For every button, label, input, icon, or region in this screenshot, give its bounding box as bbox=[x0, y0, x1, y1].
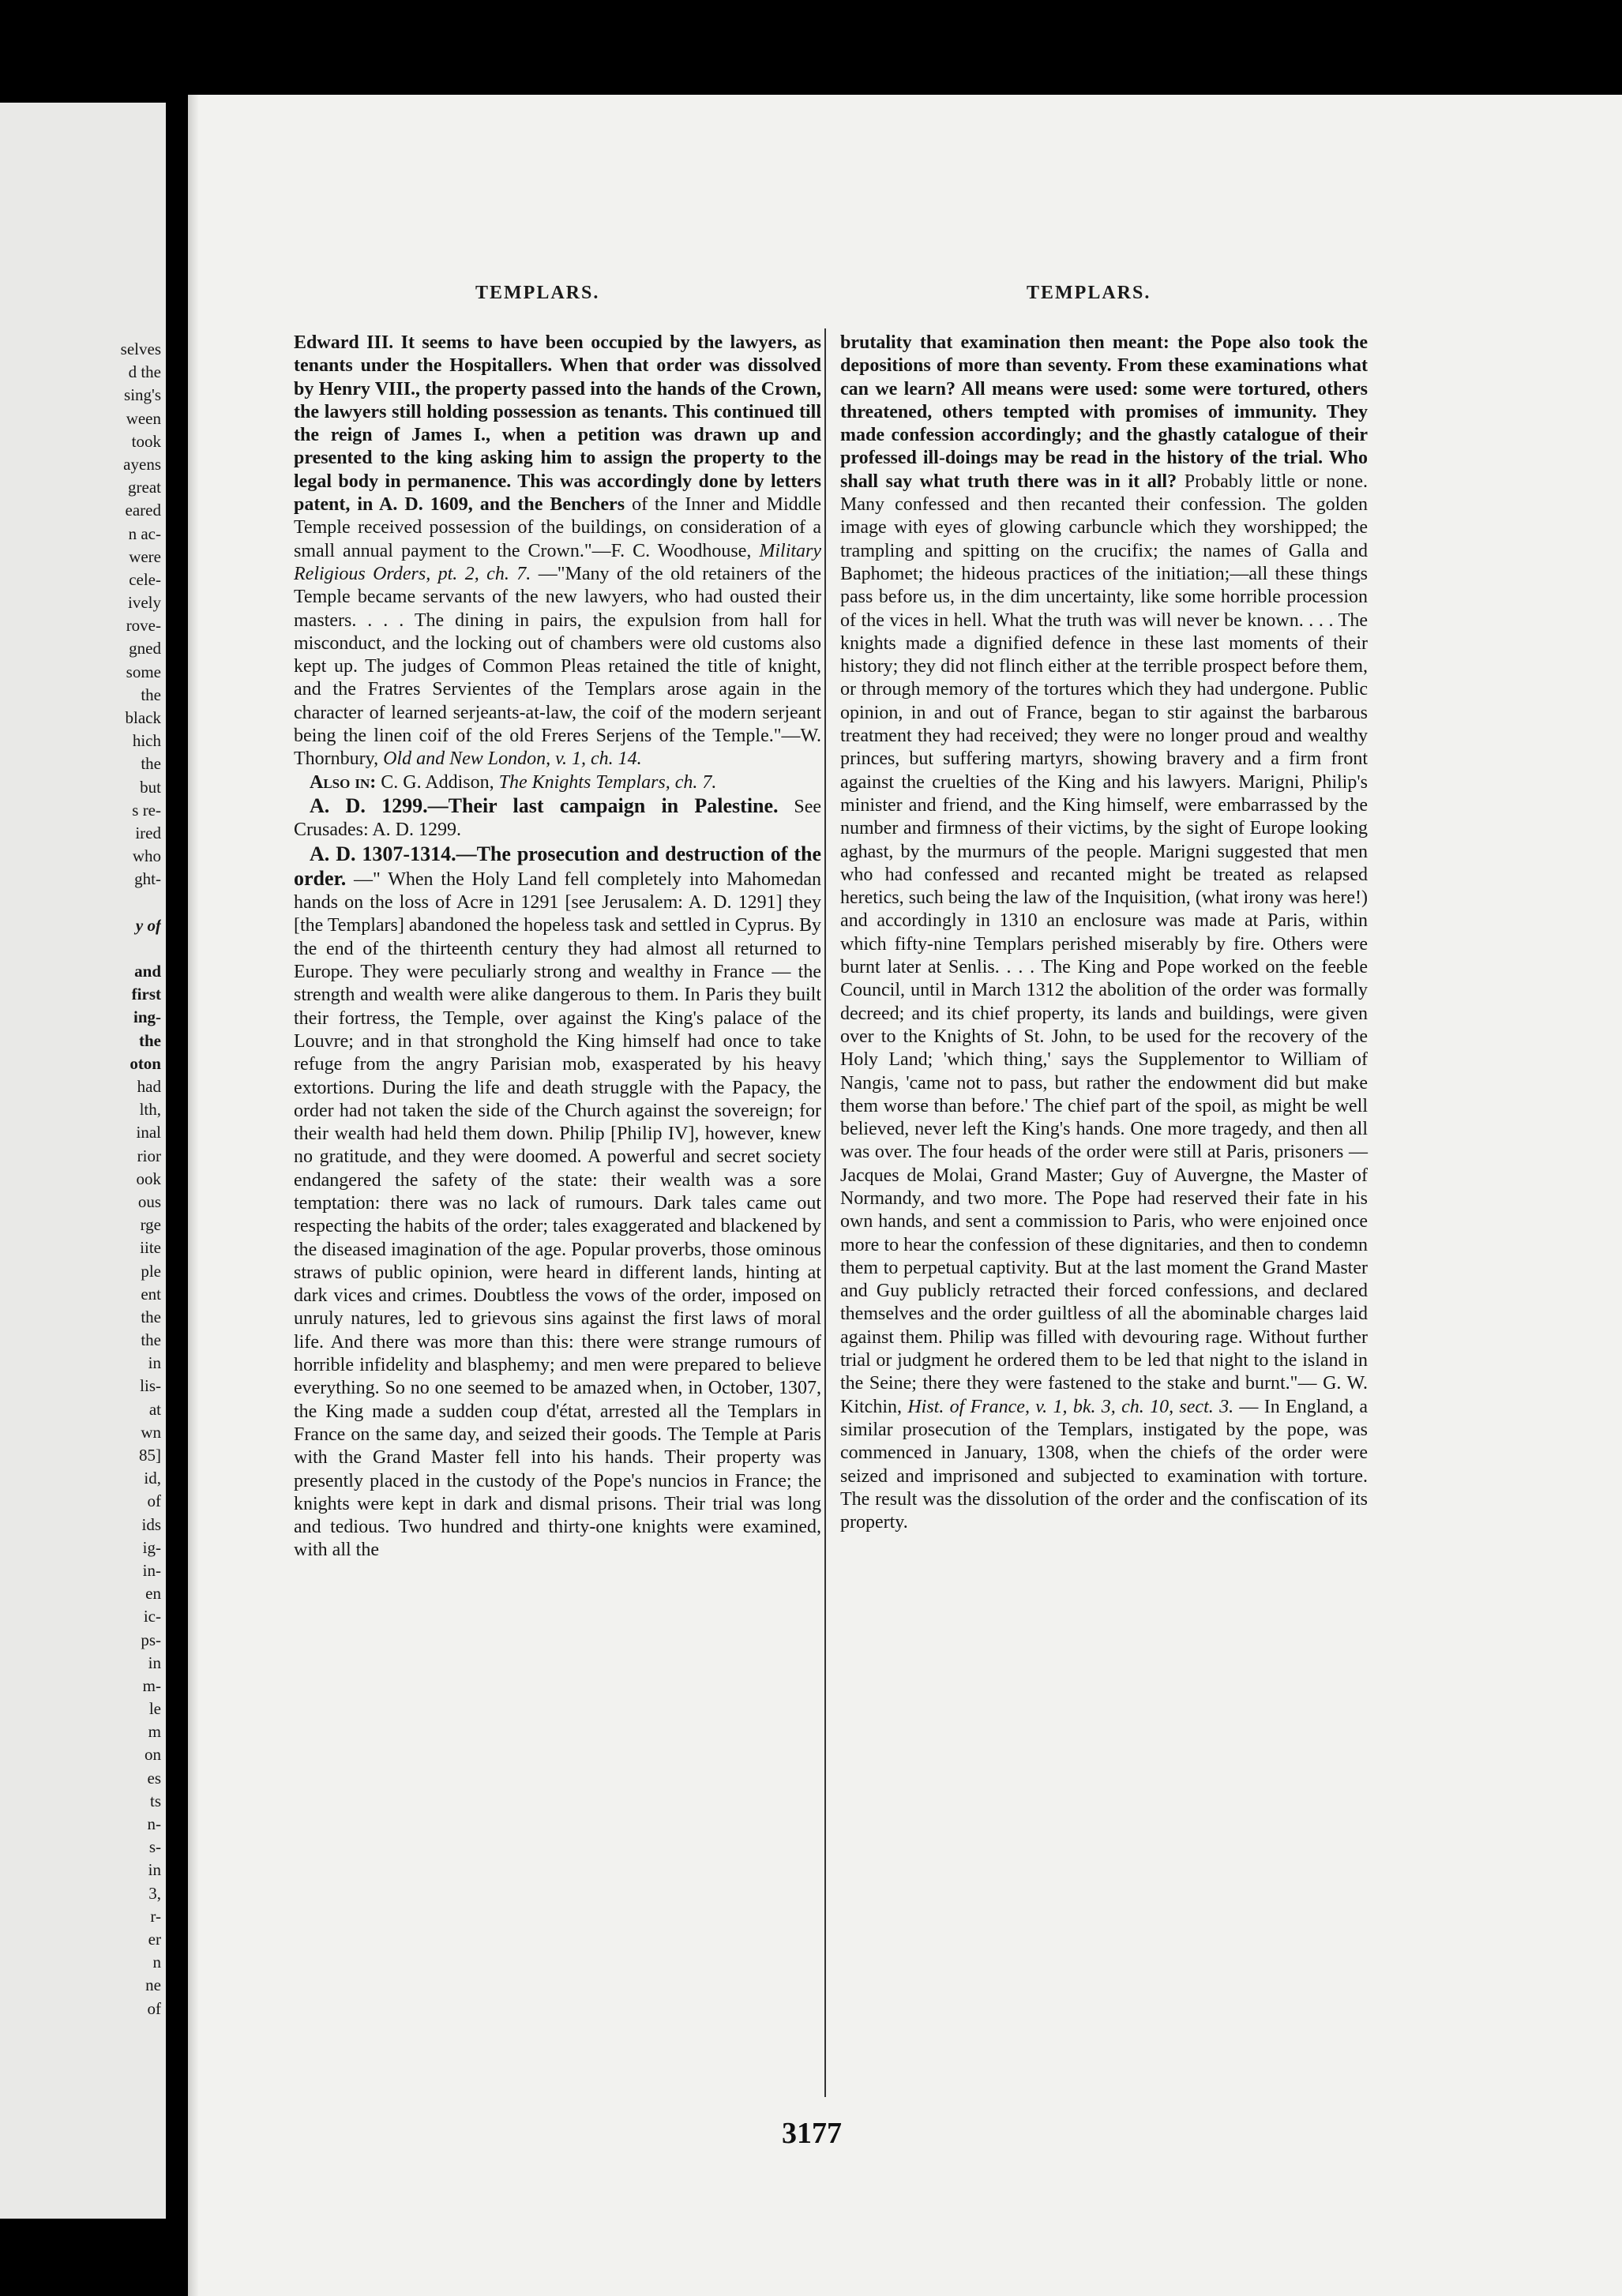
facing-page-fragment: ous bbox=[137, 1191, 161, 1211]
facing-page-fragment: lth, bbox=[139, 1100, 161, 1120]
facing-page-fragment: gned bbox=[129, 639, 161, 658]
facing-page-fragment: ght- bbox=[134, 869, 161, 889]
quotation-text: —"Many of the old retainers of the Temple became servants of the new lawyers, who had ousted their masters. . . . The dining in pairs, the expulsion from hall for misconduct, and the locking out of chambers were old customs also kept up. The judges of Common Pleas retained the title of knight, and the Fratres Servientes of the Templars arose again in the character of learned serjeants-at-law, the coif of the modern serjeant being the linen coif of the old Freres Serjens of the Temple."—W. Thornbury, bbox=[294, 563, 822, 770]
facing-page-fragment: ween bbox=[126, 408, 161, 428]
facing-page-fragment: ps- bbox=[141, 1630, 161, 1649]
entry-1307-heading: A. D. 1307-1314.—The prosecution and destruction of the order. bbox=[294, 842, 821, 890]
facing-page-fragment: le bbox=[148, 1699, 161, 1719]
facing-page-fragment: ayens bbox=[123, 454, 161, 474]
facing-page-fragment: rior bbox=[137, 1146, 161, 1165]
facing-page-fragment: the bbox=[141, 685, 161, 704]
entry-1299 bbox=[294, 794, 821, 842]
facing-page-fragment: the bbox=[141, 1330, 161, 1350]
facing-page-fragment: s re- bbox=[132, 800, 161, 820]
facing-page-fragment: in bbox=[148, 1353, 161, 1373]
facing-page-fragment: took bbox=[131, 431, 161, 451]
also-in-label: Also in: bbox=[310, 771, 377, 793]
also-in-author: C. G. Addison, bbox=[381, 771, 494, 793]
citation-thornbury: Old and New London, v. 1, ch. 14. bbox=[383, 748, 642, 770]
facing-page-fragment: n- bbox=[147, 1814, 161, 1833]
facing-page-fragment: n bbox=[152, 1953, 161, 1972]
entry-1299-cross-reference: See Crusades: A. D. 1299. bbox=[294, 796, 822, 841]
also-in-title: The Knights Templars, ch. 7. bbox=[498, 771, 717, 793]
facing-page-fragment: ids bbox=[141, 1514, 161, 1534]
entry-1307 bbox=[294, 842, 821, 1563]
facing-page-fragment: had bbox=[137, 1077, 161, 1096]
facing-page-fragment: were bbox=[129, 546, 161, 566]
facing-page-fragment: m bbox=[148, 1722, 161, 1742]
facing-page-fragment: d the bbox=[128, 362, 161, 382]
facing-page-fragment: ne bbox=[145, 1975, 161, 1995]
running-head-right: TEMPLARS. bbox=[1027, 283, 1151, 303]
facing-page-fragment: iite bbox=[140, 1238, 161, 1258]
facing-page-fragment: ired bbox=[135, 823, 161, 842]
left-text-column bbox=[294, 332, 821, 1563]
facing-page-fragment: cele- bbox=[129, 569, 161, 589]
facing-page-fragment: es bbox=[147, 1768, 161, 1788]
facing-page-fragment: first bbox=[131, 985, 161, 1004]
facing-page-fragment: id, bbox=[144, 1469, 161, 1488]
citation-kitchin: Hist. of France, v. 1, bk. 3, ch. 10, sect. 3. bbox=[907, 1396, 1234, 1417]
facing-page-fragment: wn bbox=[141, 1422, 161, 1442]
facing-page-fragment: r- bbox=[150, 1906, 161, 1926]
facing-page-fragment: who bbox=[132, 846, 161, 866]
facing-page-fragment: in- bbox=[142, 1560, 161, 1580]
continued-quotation bbox=[840, 332, 1368, 1534]
facing-page-fragment: er bbox=[148, 1929, 161, 1949]
facing-page-fragment: 85] bbox=[139, 1446, 161, 1465]
facing-page-fragment: of bbox=[147, 1491, 161, 1511]
facing-page-fragment: inal bbox=[136, 1123, 161, 1142]
facing-page-edge bbox=[0, 103, 166, 2219]
facing-page-fragment: at bbox=[148, 1399, 161, 1419]
right-text-column bbox=[840, 332, 1368, 1534]
facing-page-fragment: in bbox=[148, 1860, 161, 1880]
facing-page-fragment: ent bbox=[141, 1284, 161, 1304]
facing-page-fragment: ts bbox=[149, 1791, 161, 1810]
facing-page-fragment: y of bbox=[135, 915, 161, 935]
facing-page-fragment: rove- bbox=[126, 616, 161, 636]
facing-page-fragment: n ac- bbox=[128, 523, 161, 543]
facing-page-fragment: ing- bbox=[133, 1007, 161, 1027]
document-page bbox=[188, 95, 1622, 2296]
facing-page-fragment bbox=[66, 891, 161, 914]
facing-page-fragment: oton bbox=[130, 1053, 161, 1073]
facing-page-fragment: ig- bbox=[142, 1537, 161, 1557]
facing-page-fragment: ook bbox=[136, 1169, 161, 1188]
england-prosecution-text: — In England, a similar prosecution of the Templars, instigated by the pope, was commenced in January, 1308, when the chiefs of the order were seized and imprisoned and subjected to examination with torture. The result was the dissolution of the order and the confiscation of its property. bbox=[840, 1396, 1369, 1533]
facing-page-fragment: ple bbox=[141, 1261, 161, 1281]
facing-page-fragment: rge bbox=[140, 1215, 161, 1235]
facing-page-fragment: selves bbox=[120, 340, 161, 358]
facing-page-fragment: en bbox=[145, 1584, 161, 1604]
continued-quotation-bold: brutality that examination then meant: the Pope also took the depositions of more than seventy. From these examinations what can we learn? All means were used: some were tortured, others threatened, others tempted with promises of immunity. They made confession accordingly; and the ghastly catalogue of their professed ill-doings may be read in the history of the trial. Who shall say what truth there was in it all? bbox=[840, 332, 1368, 492]
facing-page-fragment: lis- bbox=[140, 1376, 161, 1396]
facing-page-fragment: sing's bbox=[124, 385, 161, 405]
citation-woodhouse: Military Religious Orders, pt. 2, ch. 7. bbox=[294, 540, 822, 584]
facing-page-fragment: the bbox=[141, 754, 161, 774]
facing-page-fragment: of bbox=[147, 1998, 161, 2018]
continued-quotation-text: Probably little or none. Many confessed and then recanted their confession. The golden image with eyes of glowing carbuncle which they worshipped; the trampling and spitting on the crucifix; the names of Galla and Baphomet; the hideous practices of the initiation;—all these things pass before us, in the dim uncertainty, like some horrible procession of the vices in hell. What the truth was will never be known. . . . The knights made a dignified defence in these last moments of their history; they did not flinch either at the terrible prospect before them, or through memory of the tortures which they had undergone. Public opinion, in and out of France, began to stir against the barbarous treatment they had received; they were no longer proud and wealthy princes, but suffering martyrs, showing bravery and a firm front against the cruelties of the King and his lawyers. Marigni, Philip's minister and friend, and the King himself, were embarrassed by the number and firmness of their victims, by the sight of Europe looking aghast, by the murmurs of the people. Marigni suggested that men who had confessed and recanted might be treated as relapsed heretics, such being the law of the Inquisition, (what irony was here!) and accordingly in 1310 an enclosure was made at Paris, within which fifty-nine Templars perished miserably by fire. Others were burnt later at Senlis. . . . The King and Pope worked on the feeble Council, until in March 1312 the abolition of the order was formally decreed; and its chief property, its lands and buildings, were given over to the Knights of St. John, to be used for the recovery of the Holy Land; 'which thing,' says the Supplementor to William of Nangis, 'came not to pass, but rather the endowment did but make them worse than before.' The chief part of the spoil, as might be well believed, never left the King's hands. One more tragedy, and then all was over. The four heads of the order were still at Paris, prisoners —Jacques de Molai, Grand Master; Guy of Auvergne, the Master of Normandy, and two more. The Pope had reserved their fate in his own hands, and sent a commission to Paris, who were enjoined once more to hear the confession of these dignitaries, and then to condemn them to perpetual captivity. But at the last moment the Grand Master and Guy publicly retracted their forced confessions, and declared themselves and the order guiltless of all the abominable charges laid against them. Philip was filled with devouring rage. Without further trial or judgment he ordered them to be led that night to the island in the Seine; there they were fastened to the stake and burnt."— G. W. Kitchin, bbox=[840, 471, 1369, 1417]
facing-page-fragment: some bbox=[126, 662, 161, 681]
facing-page-text-fragments bbox=[66, 338, 161, 2020]
facing-page-fragment: s- bbox=[148, 1837, 161, 1857]
facing-page-fragment: eared bbox=[125, 501, 161, 520]
continuation-paragraph bbox=[294, 332, 821, 771]
facing-page-fragment: hich bbox=[132, 731, 161, 751]
facing-page-fragment: the bbox=[141, 1307, 161, 1326]
continuation-bold-text: Edward III. It seems to have been occupied by the lawyers, as tenants under the Hospitallers. When that order was dissolved by Henry VIII., the property passed into the hands of the Crown, the lawyers still holding possession as tenants. This continued till the reign of James I., when a petition was drawn up and presented to the king asking him to assign the property to the legal body in permanence. This was accordingly done by letters patent, in A. D. 1609, and the Benchers bbox=[294, 332, 821, 516]
facing-page-fragment: and bbox=[134, 962, 161, 981]
facing-page-fragment: in bbox=[148, 1653, 161, 1672]
facing-page-fragment: black bbox=[125, 708, 161, 727]
facing-page-fragment: but bbox=[140, 777, 161, 797]
also-in-reference bbox=[294, 771, 821, 794]
entry-1307-text: —" When the Holy Land fell completely into Mahomedan hands on the loss of Acre in 1291 [see Jerusalem: A. D. 1291] they [the Templars] abandoned the hopeless task and settled in Cyprus. By the end of the thirteenth century they had almost all returned to Europe. They were peculiarly strong and wealthy in France — the strength and wealth were alike dangerous to them. In Paris they built their fortress, the Temple, over against the King's palace of the Louvre; and in that stronghold the King himself had once to take refuge from the angry Parisian mob, exasperated by his heavy extortions. During the life and death struggle with the Papacy, the order had not taken the side of the Church against the sovereign; for their wealth had held them down. Philip [Philip IV], however, knew no gratitude, and they were doomed. A powerful and secret society endangered the safety of the state: their wealth was a sore temptation: there was no lack of rumours. Dark tales came out respecting the habits of the order; tales exaggerated and blackened by the diseased imagination of the age. Popular proverbs, those ominous straws of public opinion, were heard in different lands, hinting at dark vices and crimes. Doubtless the vows of the order, imposed on unruly natures, led to grievous sins against the first laws of moral life. And there was more than this: there were strange rumours of horrible infidelity and blasphemy; and men were prepared to believe everything. So no one seemed to be amazed when, in October, 1307, the King made a sudden coup d'état, arrested all the Templars in France on the same day, and seized their goods. The Temple at Paris with the Grand Master fell into his hands. Their property was presently placed in the custody of the Pope's nuncios in France; the knights were kept in dark and dismal prisons. Their trial was long and tedious. Two hundred and thirty-one knights were examined, with all the bbox=[294, 869, 821, 1561]
facing-page-fragment bbox=[66, 937, 161, 960]
facing-page-fragment: on bbox=[145, 1745, 161, 1765]
facing-page-fragment: ic- bbox=[143, 1607, 161, 1626]
continuation-text: of the Inner and Middle Temple received possession of the buildings, on consideration of a small annual payment to the Crown."—F. C. Woodhouse, bbox=[294, 494, 822, 561]
column-divider bbox=[824, 328, 826, 2097]
running-head-left: TEMPLARS. bbox=[475, 283, 600, 303]
entry-1299-heading: A. D. 1299.—Their last campaign in Palestine. bbox=[310, 793, 779, 817]
facing-page-fragment: 3, bbox=[148, 1883, 161, 1903]
page-number: 3177 bbox=[782, 2117, 842, 2150]
spine-shadow bbox=[188, 95, 199, 2296]
facing-page-fragment: ively bbox=[128, 593, 161, 613]
facing-page-fragment: m- bbox=[142, 1675, 161, 1695]
facing-page-fragment: great bbox=[128, 478, 161, 497]
facing-page-fragment: the bbox=[139, 1030, 161, 1050]
